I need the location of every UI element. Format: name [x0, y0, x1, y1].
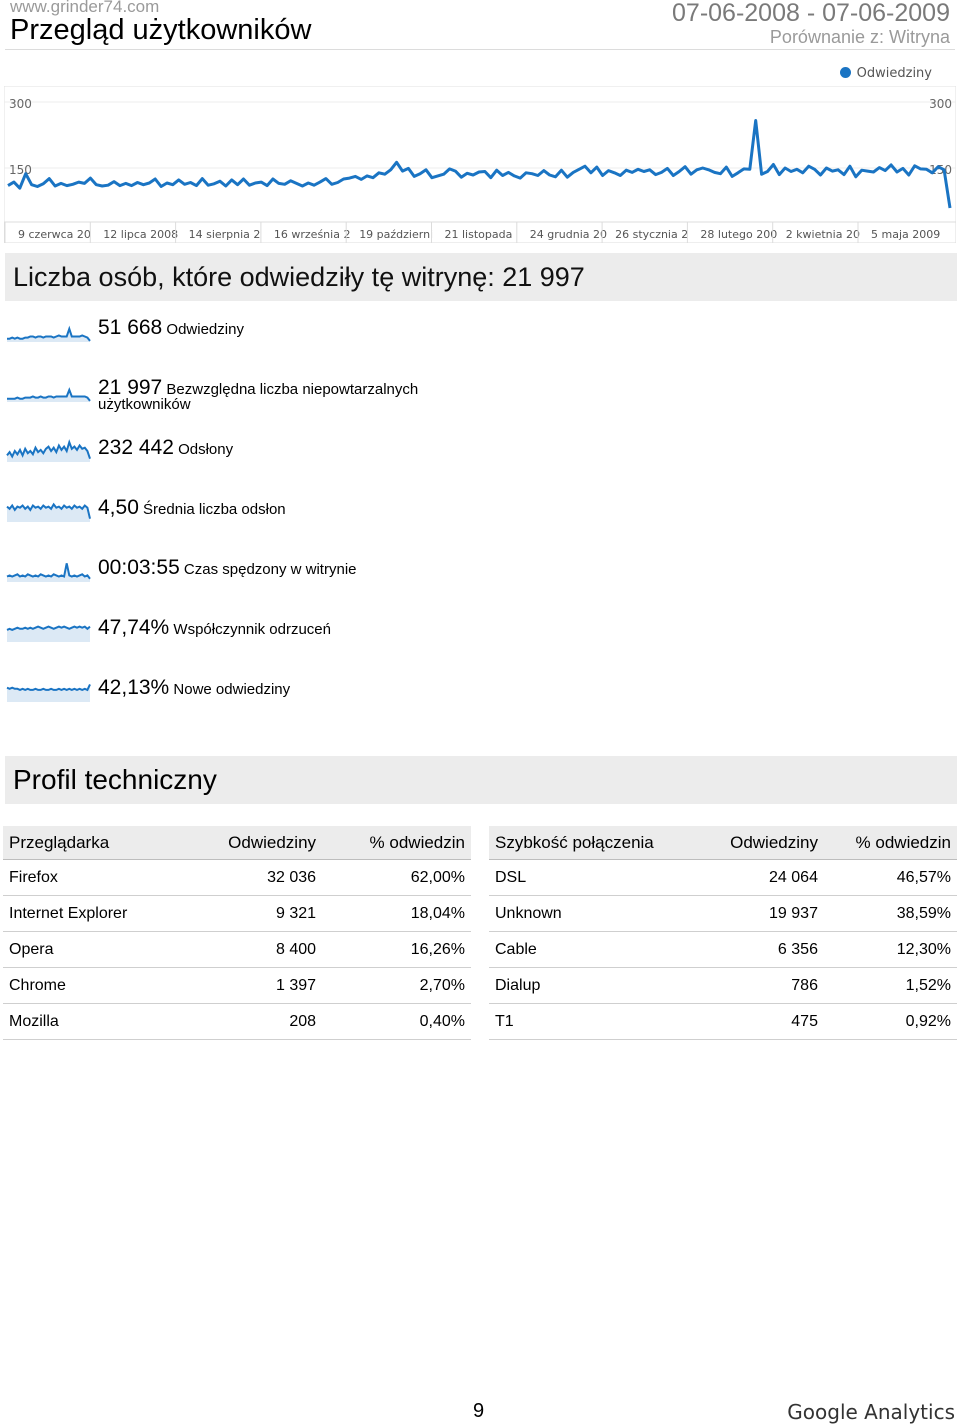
- column-header-visits[interactable]: Odwiedziny: [700, 826, 824, 860]
- table-row[interactable]: [489, 1004, 957, 1040]
- sparkline[interactable]: [6, 318, 91, 348]
- chart-grid: [4, 86, 956, 222]
- visits-line-chart: [4, 86, 956, 243]
- table-row[interactable]: [3, 932, 471, 968]
- browsers-table: [3, 826, 471, 1040]
- table-row[interactable]: [489, 968, 957, 1004]
- sparkline-line: [7, 563, 90, 578]
- metric-row: [0, 618, 960, 658]
- metric-row: [0, 498, 960, 538]
- metric-text: [98, 436, 458, 459]
- x-tick-label: 14 sierpnia 2: [188, 228, 261, 241]
- table-row[interactable]: [3, 968, 471, 1004]
- y-tick-label-right: 150: [929, 163, 952, 177]
- cell-visits: 9 321: [184, 896, 322, 932]
- column-header-browser[interactable]: Przeglądarka: [3, 826, 184, 860]
- visitors-section-header: [5, 253, 957, 301]
- metric-text: [98, 556, 458, 579]
- cell-percent: 0,92%: [824, 1004, 957, 1040]
- cell-name: Internet Explorer: [3, 896, 184, 932]
- cell-name: Firefox: [3, 860, 184, 896]
- x-tick-label: 24 grudnia 20: [529, 228, 608, 241]
- table-row[interactable]: [3, 896, 471, 932]
- metric-text: [98, 676, 458, 699]
- profile-section-header: [5, 756, 957, 804]
- visitors-header-title: Liczba osób, które odwiedziły tę witrynę: 21 997: [13, 262, 585, 292]
- cell-visits: 24 064: [700, 860, 824, 896]
- sparkline-area: [7, 563, 90, 582]
- sparkline[interactable]: [6, 378, 91, 408]
- plot-area: [4, 86, 956, 222]
- cell-visits: 32 036: [184, 860, 322, 896]
- x-tick-label: 12 lipca 2008: [103, 228, 179, 241]
- cell-percent: 46,57%: [824, 860, 957, 896]
- cell-name: Mozilla: [3, 1004, 184, 1040]
- table-row[interactable]: [489, 860, 957, 896]
- metric-value: 21 997: [98, 376, 163, 399]
- cell-percent: 12,30%: [824, 932, 957, 968]
- site-url[interactable]: www.grinder74.com: [10, 0, 160, 16]
- metric-label: Bezwzględna liczba niepowtarzalnych użytkowników: [98, 381, 419, 413]
- cell-percent: 62,00%: [322, 860, 471, 896]
- x-tick-label: 26 stycznia 2: [615, 228, 689, 241]
- cell-visits: 6 356: [700, 932, 824, 968]
- chart-legend: [840, 66, 932, 81]
- cell-name: Opera: [3, 932, 184, 968]
- cell-percent: 0,40%: [322, 1004, 471, 1040]
- metric-label: Odsłony: [178, 441, 234, 458]
- y-tick-label-right: 300: [929, 97, 952, 111]
- x-tick-label: 2 kwietnia 20: [785, 228, 860, 241]
- x-tick-label: 28 lutego 200: [700, 228, 778, 241]
- metric-row: [0, 438, 960, 478]
- sparkline[interactable]: [6, 498, 91, 528]
- cell-name: T1: [489, 1004, 700, 1040]
- browsers-table-body: [3, 860, 471, 1040]
- connections-table-body: [489, 860, 957, 1040]
- metric-label: Czas spędzony w witrynie: [183, 561, 357, 578]
- metric-row: [0, 678, 960, 718]
- table-row[interactable]: [3, 1004, 471, 1040]
- y-tick-label-left: 300: [9, 97, 32, 111]
- legend-dot-icon: [840, 67, 851, 78]
- table-row[interactable]: [489, 932, 957, 968]
- footer-brand: Google Analytics: [787, 1400, 955, 1424]
- x-tick-label: 16 września 2: [273, 228, 351, 241]
- cell-name: Cable: [489, 932, 700, 968]
- x-tick-label: 19 październi: [359, 228, 434, 241]
- sparkline[interactable]: [6, 678, 91, 708]
- metric-text: [98, 376, 458, 413]
- y-tick-label-left: 150: [9, 163, 32, 177]
- metric-value: 232 442: [98, 436, 174, 459]
- sparkline-area: [7, 329, 90, 342]
- metric-value: 51 668: [98, 316, 163, 339]
- cell-name: DSL: [489, 860, 700, 896]
- column-header-visits[interactable]: Odwiedziny: [184, 826, 322, 860]
- cell-percent: 16,26%: [322, 932, 471, 968]
- cell-visits: 208: [184, 1004, 322, 1040]
- column-header-percent[interactable]: % odwiedzin: [322, 826, 471, 860]
- metric-value: 00:03:55: [98, 556, 180, 579]
- cell-percent: 38,59%: [824, 896, 957, 932]
- connections-table: [489, 826, 957, 1040]
- title-divider: [5, 49, 955, 50]
- x-tick-label: 9 czerwca 20: [18, 228, 91, 241]
- cell-name: Chrome: [3, 968, 184, 1004]
- table-header-row: [3, 826, 471, 860]
- cell-visits: 19 937: [700, 896, 824, 932]
- sparkline[interactable]: [6, 558, 91, 588]
- column-header-connection[interactable]: Szybkość połączenia: [489, 826, 700, 860]
- metric-text: [98, 496, 458, 519]
- cell-visits: 8 400: [184, 932, 322, 968]
- cell-percent: 1,52%: [824, 968, 957, 1004]
- metric-text: [98, 316, 458, 339]
- metric-label: Nowe odwiedziny: [173, 681, 291, 698]
- metric-value: 47,74%: [98, 616, 170, 639]
- sparkline-area: [7, 684, 90, 702]
- profile-header-title: Profil techniczny: [13, 764, 217, 795]
- cell-name: Dialup: [489, 968, 700, 1004]
- x-tick-label: 21 listopada: [444, 228, 513, 241]
- comparison-label: Porównanie z: Witryna: [769, 27, 950, 47]
- date-range: 07-06-2008 - 07-06-2009: [672, 0, 950, 27]
- cell-visits: 475: [700, 1004, 824, 1040]
- metric-label: Średnia liczba odsłon: [143, 501, 286, 518]
- metric-text: [98, 616, 458, 639]
- x-tick-label: 5 maja 2009: [871, 228, 941, 241]
- metric-row: [0, 558, 960, 598]
- sparkline[interactable]: [6, 618, 91, 648]
- metric-value: 4,50: [98, 496, 139, 519]
- cell-name: Unknown: [489, 896, 700, 932]
- table-header-row: [489, 826, 957, 860]
- page-number: 9: [473, 1400, 485, 1422]
- legend-label: Odwiedziny: [856, 66, 932, 81]
- sparkline-line: [7, 684, 90, 690]
- cell-percent: 2,70%: [322, 968, 471, 1004]
- sparkline[interactable]: [6, 438, 91, 468]
- table-row[interactable]: [3, 860, 471, 896]
- page-title: Przegląd użytkowników: [10, 14, 312, 46]
- chart-x-ticks: [4, 222, 956, 243]
- table-row[interactable]: [489, 896, 957, 932]
- cell-percent: 18,04%: [322, 896, 471, 932]
- metric-row: [0, 378, 960, 418]
- metric-label: Współczynnik odrzuceń: [173, 621, 331, 638]
- metric-label: Odwiedziny: [166, 321, 244, 338]
- cell-visits: 786: [700, 968, 824, 1004]
- metric-row: [0, 318, 960, 358]
- metric-value: 42,13%: [98, 676, 170, 699]
- cell-visits: 1 397: [184, 968, 322, 1004]
- column-header-percent[interactable]: % odwiedzin: [824, 826, 957, 860]
